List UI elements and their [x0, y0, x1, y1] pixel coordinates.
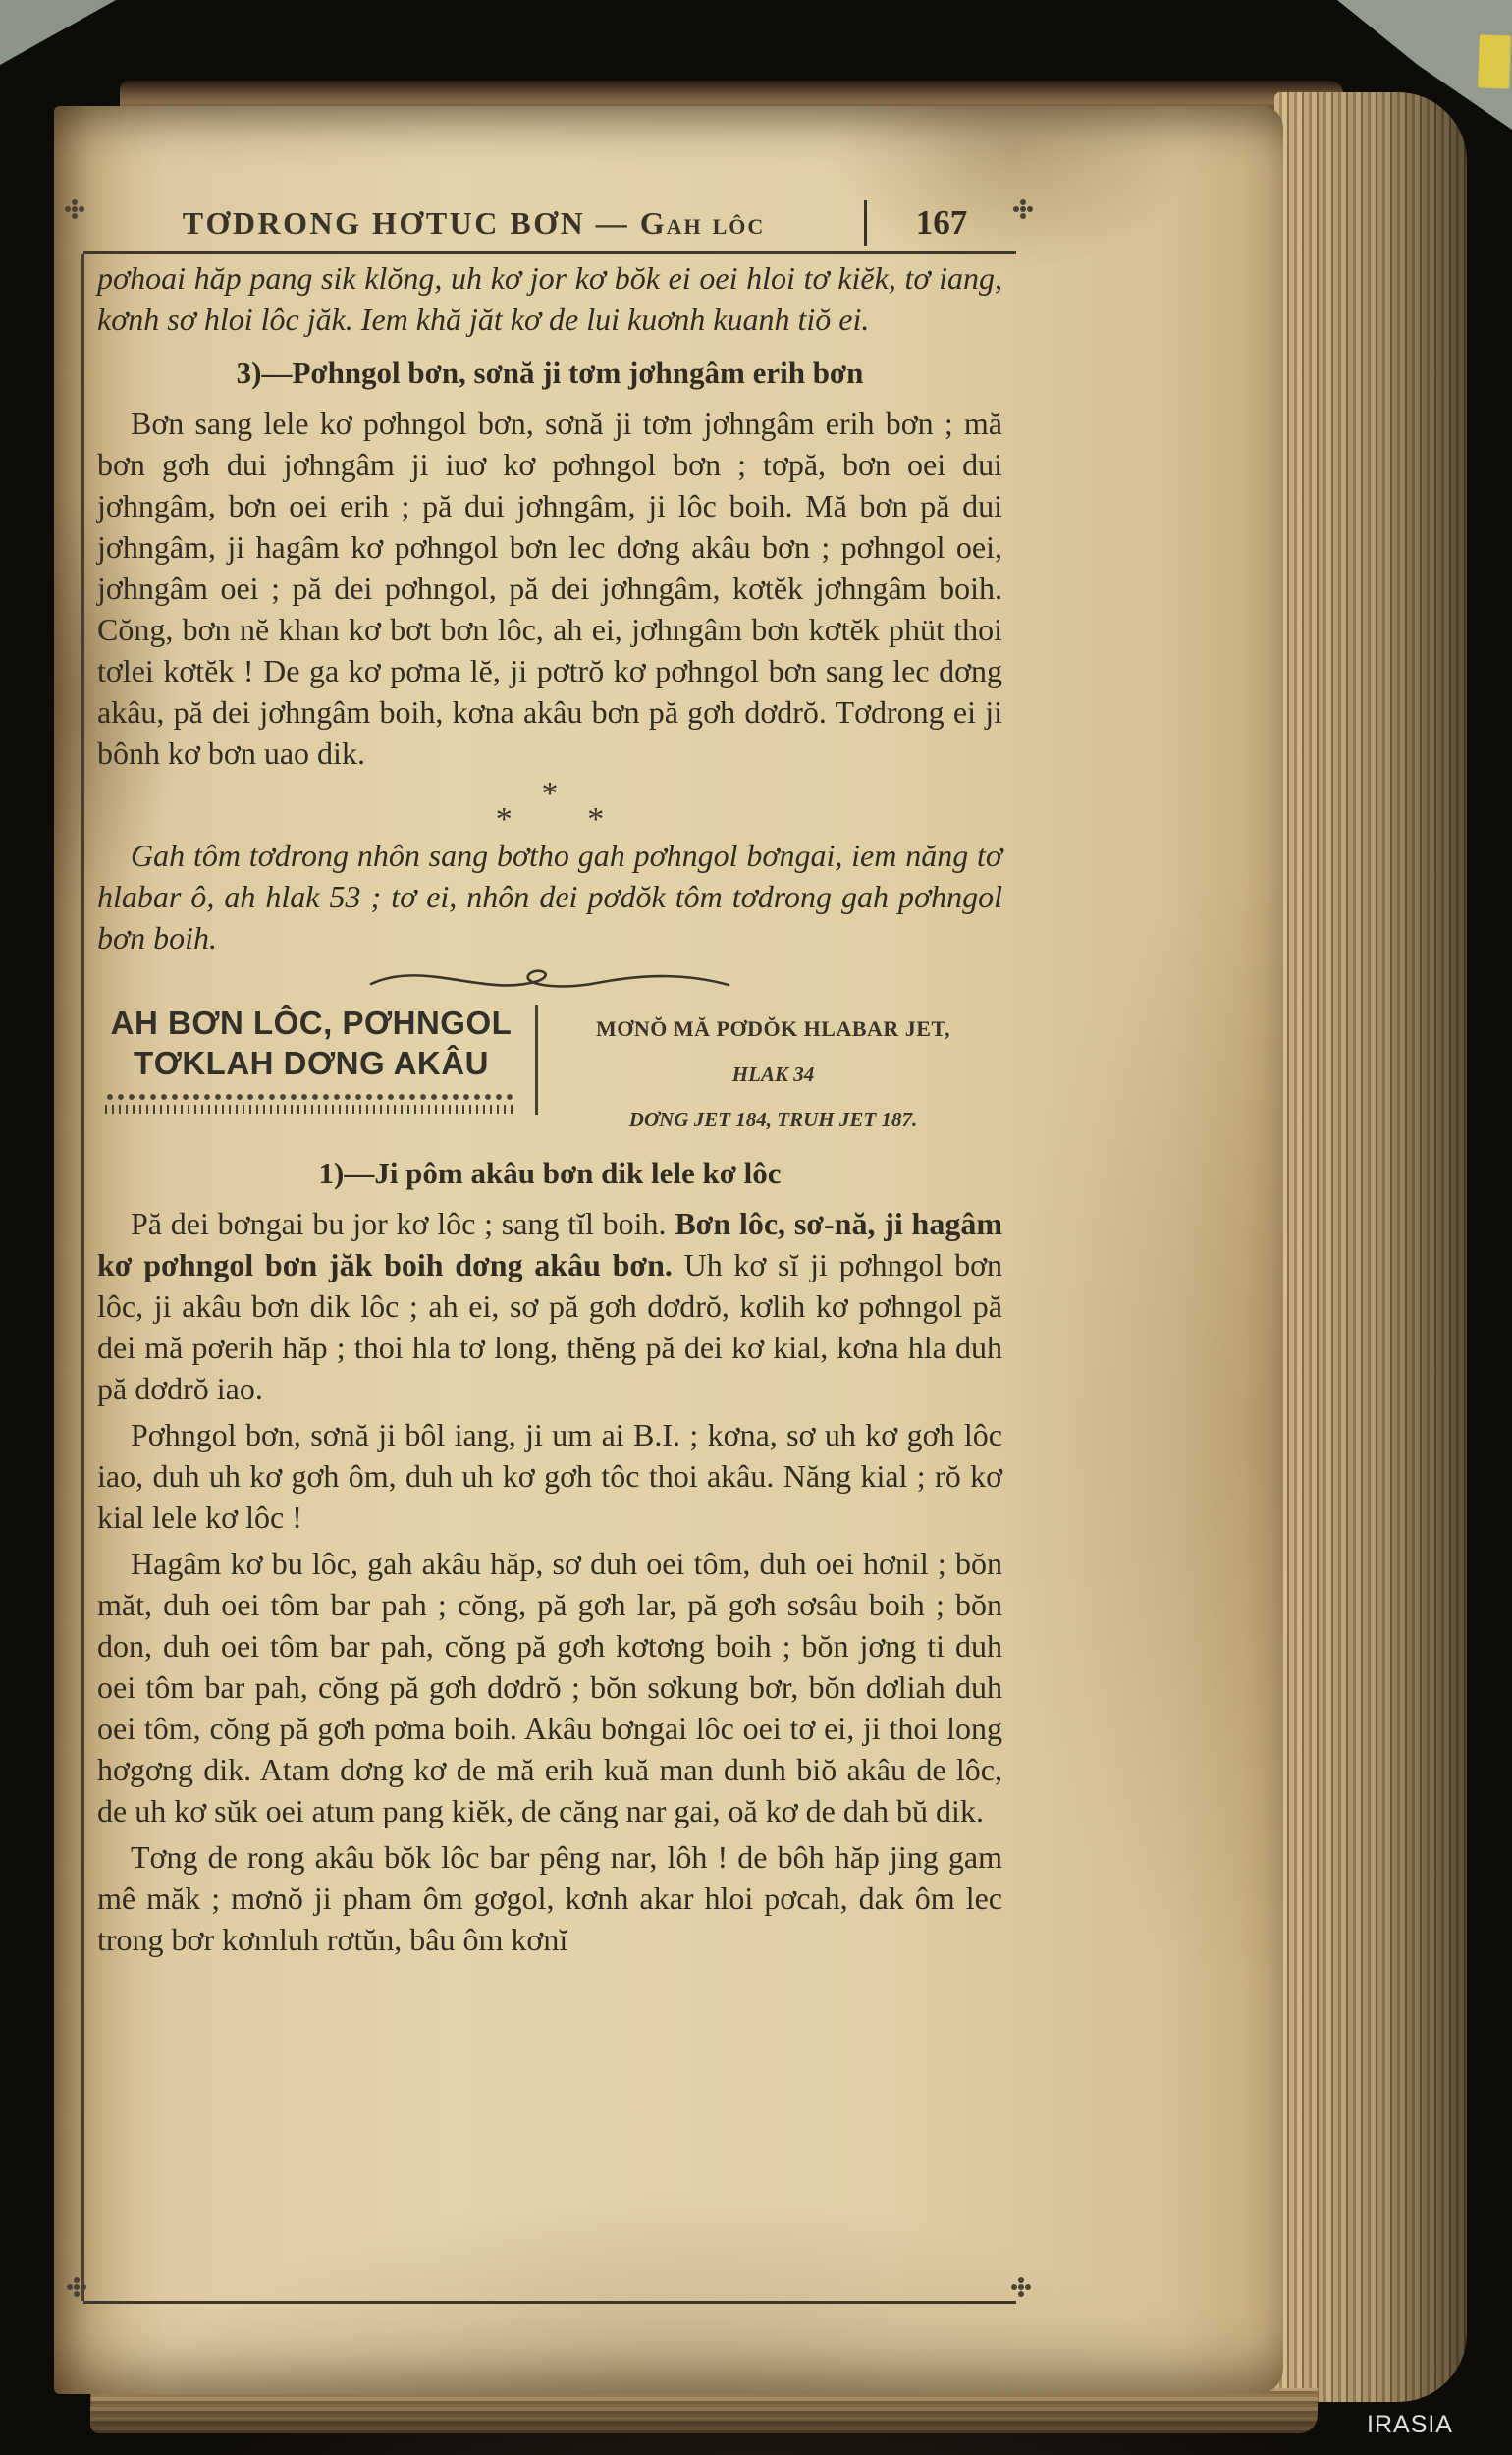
- chapter-title-line-2: TƠKLAH DƠNG AKÂU: [134, 1045, 489, 1081]
- section-1-paragraph-2: Pơhngol bơn, sơnă ji bôl iang, ji um ai B.I. ; kơna, sơ uh kơ gơh lôc iao, duh uh kơ gơh ôm, duh uh kơ gơh tôc thoi akâu. Năng kial ; rŏ kơ kial lele kơ lôc !: [97, 1417, 1002, 1535]
- paragraph-text: Pă dei bơngai bu jor kơ lôc ; sang tĭl boih.: [131, 1206, 675, 1241]
- chapter-reference-block: [544, 1003, 1002, 1140]
- section-3-body: Bơn sang lele kơ pơhngol bơn, sơnă ji tơm jơhngâm erih bơn ; mă bơn gơh dui jơhngâm ji iuơ kơ pơhngol bơn ; tơpă, bơn oei dui jơhngâm, bơn oei erih ; pă dui jơhngâm, ji lôc boih. Mă bơn pă dui jơhngâm, ji hagâm kơ pơhngol bơn lec dơng akâu bơn ; pơhngol oei, jơhngâm oei ; pă dei pơhngol, pă dei jơhngâm, kơtĕk jơhngâm boih. Cŏng, bơn nĕ khan kơ bơt bơn lôc, ah ei, jơhngâm bơn kơtĕk phüt thoi tơlei kơtĕk ! De ga kơ pơma lĕ, ji pơtrŏ kơ pơhngol bơn sang lec dơng akâu, pă dei jơhngâm boih, kơna akâu bơn pă gơh dơdrŏ. Tơdrong ei ji bônh kơ bơn uao dik.: [97, 406, 1002, 771]
- translator-note: Gah tôm tơdrong nhôn sang bơtho gah pơhngol bơngai, iem năng tơ hlabar ô, ah hlak 53 ; tơ ei, nhôn dei pơdŏk tôm tơdrong gah pơhngol bơn boih.: [97, 838, 1002, 955]
- running-title-section: Gah lôc: [639, 204, 766, 241]
- section-1-paragraph-1: [97, 1203, 1002, 1409]
- text-block: [97, 257, 1002, 1965]
- chapter-box: [97, 1003, 1002, 1140]
- chapter-ref-line-1: MƠNŎ MĂ PƠDŎK HLABAR JET,: [595, 1016, 951, 1041]
- section-3-heading: 3)—Pơhngol bơn, sơnă ji tơm jơhngâm erih bơn: [236, 355, 864, 390]
- page-frame: [83, 196, 1016, 2304]
- desk-corner-top-left: [0, 0, 116, 65]
- chapter-box-divider: [535, 1005, 538, 1115]
- running-title-main: TƠDRONG HƠTUC BƠN —: [182, 204, 630, 241]
- frame-rule-left: [81, 254, 84, 2301]
- asterism-bottom: * *: [495, 801, 638, 838]
- section-1-paragraph-4: Tơng de rong akâu bŏk lôc bar pêng nar, lôh ! de bôh hăp jing gam mê măk ; mơnŏ ji pham ôm gơgol, kơnh akar hloi pơcah, dak ôm lec trong bơr kơmluh rơtŭn, bâu ôm kơnĭ: [97, 1839, 1002, 1957]
- running-title: [83, 205, 864, 242]
- chapter-title-line-1: AH BƠN LÔC, PƠHNGOL: [110, 1005, 513, 1041]
- irasia-watermark: IRASIA: [1367, 2411, 1453, 2438]
- section-1-heading: 1)—Ji pôm akâu bơn dik lele kơ lôc: [318, 1156, 782, 1190]
- chapter-ornament-band: [105, 1092, 517, 1116]
- asterism-top: *: [541, 776, 559, 812]
- corner-floret-icon: [1010, 2276, 1032, 2298]
- flourish-divider: [97, 963, 1002, 997]
- section-1-paragraph-3: Hagâm kơ bu lôc, gah akâu hăp, sơ duh oei tôm, duh oei hơnil ; bŏn măt, duh oei tôm bar pah ; cŏng, pă gơh lar, pă gơh sơsâu boih ; bŏn don, duh oei tôm bar pah, cŏng pă gơh kơtơng boih ; bŏn jơng ti duh oei tôm bar pah, cŏng pă gơh dơdrŏ ; bŏn sơkung bơr, bŏn dơliah duh oei tôm, cŏng pă gơh pơma boih. Akâu bơngai lôc oei tơ ei, ji thoi long hơgơng dik. Atam dơng kơ de mă erih kuă man dunh biŏ akâu de lôc, de uh kơ sŭk oei atum pang kiĕk, de căng nar gai, oă kơ de dah bŭ dik.: [97, 1546, 1002, 1828]
- paragraph-bold-text: Bơn lôc, sơ-nă, ji hagâm kơ pơhngol bơn jăk boih dơng akâu bơn.: [97, 1206, 1003, 1282]
- frame-rule-bottom: [83, 2301, 1016, 2304]
- asterism-divider: [97, 776, 1002, 838]
- page-number: 167: [915, 203, 968, 242]
- book-right-page-edges: [1274, 92, 1467, 2402]
- chapter-ref-line-3: DƠNG JET 184, TRUH JET 187.: [628, 1108, 918, 1131]
- page-header: [83, 196, 1016, 249]
- chapter-ref-line-2: HLAK 34: [731, 1063, 815, 1086]
- intro-paragraph: pơhoai hăp pang sik klŏng, uh kơ jor kơ bŏk ei oei hloi tơ kiĕk, tơ iang, kơnh sơ hloi lôc jăk. Iem khă jăt kơ de lui kuơnh kuanh tiŏ ei.: [97, 260, 1002, 337]
- yellow-tab: [1478, 34, 1511, 88]
- chapter-title-block: [97, 1003, 525, 1140]
- frame-rule-top: [83, 251, 1016, 254]
- book-bottom-page-edges: [90, 2388, 1319, 2433]
- paragraph-text: Uh kơ sĭ ji pơhngol bơn lôc, ji akâu bơn dik lôc ; ah ei, sơ pă gơh dơdrŏ, kơlih kơ pơhngol pă dei mă pơerih hăp ; thoi hla tơ long, thĕng pă dei kơ kial, kơna hla duh pă dơdrŏ iao.: [97, 1247, 1003, 1406]
- corner-floret-icon: [64, 198, 85, 220]
- book-page: [54, 106, 1283, 2394]
- flourish-icon: [363, 965, 736, 995]
